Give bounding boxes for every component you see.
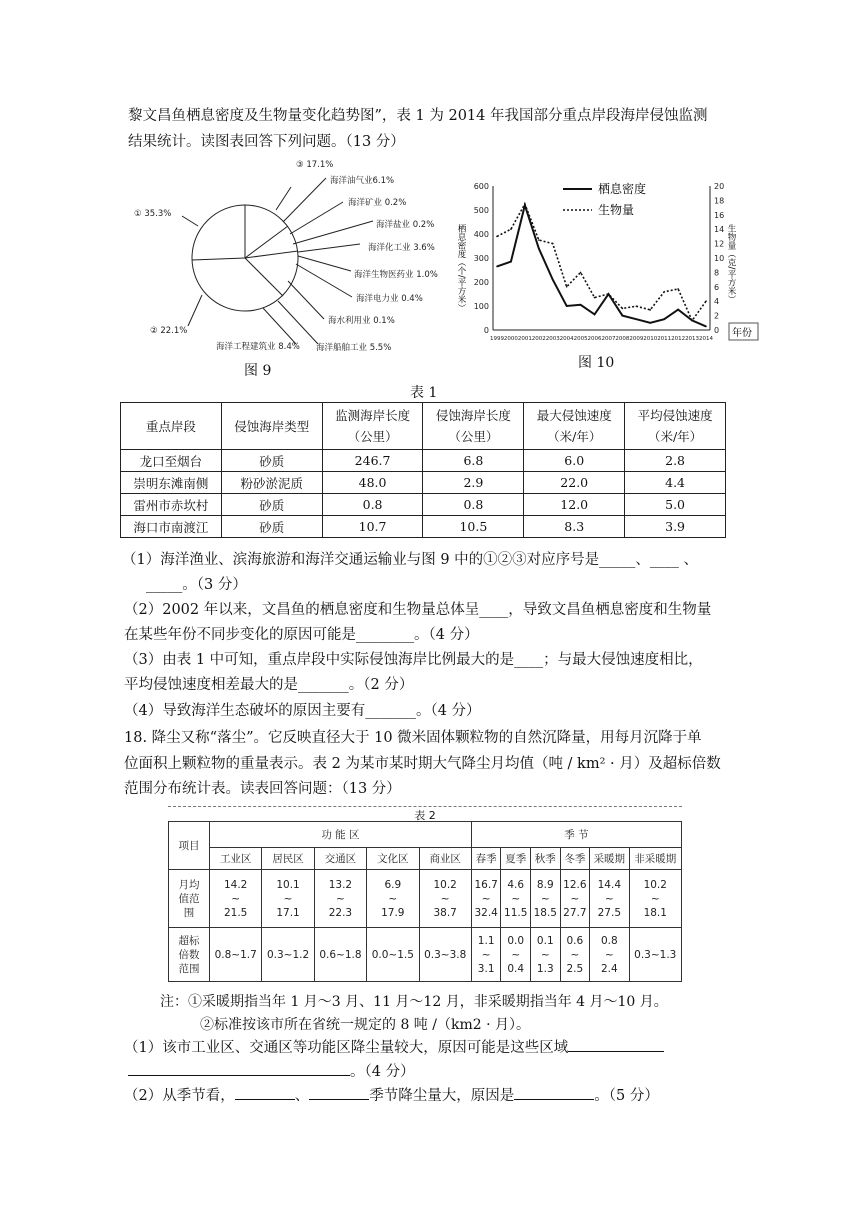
t2-row2-cell: 0.6~1.8 <box>314 928 366 982</box>
sub-question-1a: （1）该市工业区、交通区等功能区降尘量较大，原因可能是这些区域 <box>124 1036 734 1061</box>
t2-col-header: 文化区 <box>367 848 419 870</box>
intro-line-1: 黎文昌鱼栖息密度及生物量变化趋势图”，表 1 为 2014 年我国部分重点岸段海岸侵蚀监测 <box>128 108 708 124</box>
t2-row2-cell: 0.3~1.2 <box>262 928 314 982</box>
biomass-point <box>677 288 679 290</box>
sub-question-1b: 。（4 分） <box>128 1060 738 1085</box>
series-density-line <box>497 205 706 326</box>
t2-col-header: 非采暖期 <box>629 848 681 870</box>
t2-row1-cell: 4.6 ~ 11.5 <box>501 870 531 928</box>
q18-line-3: 范围分布统计表。读表回答问题：（13 分） <box>124 781 401 797</box>
t2-row2-cell: 0.0 ~ 0.4 <box>501 928 531 982</box>
note-2: ②标准按该市所在省统一规定的 8 吨 /（km2 · 月）。 <box>200 1017 530 1033</box>
x-tick-label: 2003 <box>545 336 560 342</box>
t2-group-function: 功 能 区 <box>210 822 472 848</box>
t2-col-header: 冬季 <box>560 848 590 870</box>
t2-row1-cell: 10.1 ~ 17.1 <box>262 870 314 928</box>
question-4: （4）导致海洋生态破坏的原因主要有_______。（4 分） <box>124 703 481 719</box>
density-point <box>496 266 498 268</box>
biomass-point <box>663 291 665 293</box>
y-right-tick-label: 2 <box>714 311 720 321</box>
intro-line-2: 结果统计。读图表回答下列问题。（13 分） <box>128 134 405 150</box>
t2-col-header: 采暖期 <box>590 848 629 870</box>
ylabel-left: 栖息密度（个/平方米） <box>456 224 466 312</box>
x-tick-label: 2005 <box>573 336 588 342</box>
density-point <box>705 326 707 328</box>
pie-label-chem: 海洋化工业 3.6% <box>368 243 435 253</box>
table-1-title: 表 1 <box>410 385 438 401</box>
table-1 <box>120 402 726 538</box>
y-left-tick-label: 200 <box>473 278 489 287</box>
y-left-tick-label: 400 <box>473 230 489 239</box>
biomass-point <box>636 305 638 307</box>
sub-question-2: （2）从季节看， 、 季节降尘量大，原因是 。（5 分） <box>124 1084 734 1109</box>
t2-row2-cell: 1.1 ~ 3.1 <box>471 928 501 982</box>
x-tick-label: 2007 <box>601 336 616 342</box>
table-2-title: 表 2 <box>168 806 682 821</box>
pie-label-bio: 海洋生物医药业 1.0% <box>354 270 438 280</box>
biomass-point <box>608 293 610 295</box>
y-left-tick-label: 0 <box>483 326 489 335</box>
t2-row1-cell: 8.9 ~ 18.5 <box>531 870 561 928</box>
x-tick-label: 2012 <box>671 336 686 342</box>
t2-row2-cell: 0.8~1.7 <box>210 928 262 982</box>
ylabel-right: 生物量（克/平方米） <box>726 224 736 304</box>
table-row: 海口市南渡江 砂质 10.7 10.5 8.3 3.9 <box>121 516 726 538</box>
y-right-tick-label: 18 <box>714 196 725 206</box>
t2-col-header: 交通区 <box>314 848 366 870</box>
question-3a: （3）由表 1 中可知，重点岸段中实际侵蚀海岸比例最大的是____；与最大侵蚀速度相比， <box>124 652 703 668</box>
y-right-tick-label: 20 <box>714 182 725 191</box>
figure-9-caption: 图 9 <box>244 363 272 379</box>
question-1b: _____。（3 分） <box>146 577 247 593</box>
y-left-tick-label: 300 <box>473 254 489 263</box>
t1-h0: 重点岸段 <box>121 403 222 450</box>
table-2-image <box>168 806 682 982</box>
x-tick-label: 2014 <box>699 336 713 342</box>
figure-10-caption: 图 10 <box>578 355 615 371</box>
y-left-tick-label: 500 <box>473 206 489 215</box>
y-right-tick-label: 16 <box>714 210 725 220</box>
t2-col-header: 工业区 <box>210 848 262 870</box>
pie-label-oil: 海洋油气业6.1% <box>330 176 395 186</box>
t2-row1-cell: 14.4 ~ 27.5 <box>590 870 629 928</box>
x-tick-label: 2013 <box>685 336 700 342</box>
t2-col-header: 居民区 <box>262 848 314 870</box>
t2-row2-label: 超标倍数范围 <box>169 928 210 982</box>
t2-col-header: 春季 <box>471 848 501 870</box>
biomass-point <box>622 308 624 310</box>
t2-row1-label: 月均值范围 <box>169 870 210 928</box>
table-row: 雷州市赤坎村 砂质 0.8 0.8 12.0 5.0 <box>121 494 726 516</box>
question-2a: （2）2002 年以来，文昌鱼的栖息密度和生物量总体呈____，导致文昌鱼栖息密度和生物量 <box>124 602 712 618</box>
pie-label-ship: 海洋船舶工业 5.5% <box>316 343 392 353</box>
t2-col-header: 秋季 <box>531 848 561 870</box>
x-unit: 年份 <box>732 328 752 339</box>
biomass-point <box>496 236 498 238</box>
t2-row1-cell: 6.9 ~ 17.9 <box>367 870 419 928</box>
t2-row1-cell: 13.2 ~ 22.3 <box>314 870 366 928</box>
biomass-point <box>594 297 596 299</box>
question-3b: 平均侵蚀速度相差最大的是_______。（2 分） <box>124 677 414 693</box>
table-1-header-row <box>121 403 726 450</box>
t2-row2-cell: 0.8 ~ 2.4 <box>590 928 629 982</box>
density-point <box>649 322 651 324</box>
density-point <box>566 305 568 307</box>
q18-line-2: 位面积上颗粒物的重量表示。表 2 为某市某时期大气降尘月均值（吨 / km² · 月）及超标倍数 <box>124 756 721 772</box>
figure-9-pie <box>128 156 438 361</box>
t2-group-season: 季 节 <box>471 822 681 848</box>
y-right-tick-label: 4 <box>714 297 720 307</box>
density-point <box>677 309 679 311</box>
y-right-tick-label: 10 <box>714 254 725 263</box>
pie-label-power: 海洋电力业 0.4% <box>356 294 423 304</box>
x-tick-label: 2004 <box>559 336 574 342</box>
q18-line-1: 18. 降尘又称“落尘”。它反映直径大于 10 微米固体颗粒物的自然沉降量，用每月沉降于单 <box>124 730 702 746</box>
biomass-point <box>649 309 651 311</box>
biomass-point <box>510 228 512 230</box>
density-point <box>594 314 596 316</box>
figure-10-line-chart <box>455 176 760 348</box>
pie-label-2: ② 22.1% <box>150 326 188 336</box>
pie-label-eng: 海洋工程建筑业 8.4% <box>216 342 300 352</box>
t2-row2-cell: 0.3~1.3 <box>629 928 681 982</box>
density-point <box>552 279 554 281</box>
y-right-tick-label: 0 <box>714 326 720 335</box>
question-2b: 在某些年份不同步变化的原因可能是________。（4 分） <box>124 627 479 643</box>
density-point <box>636 318 638 320</box>
t2-row2-cell: 0.3~3.8 <box>419 928 471 982</box>
t2-row2-cell: 0.0~1.5 <box>367 928 419 982</box>
x-tick-label: 2008 <box>615 336 630 342</box>
biomass-point <box>705 300 707 302</box>
pie-label-mining: 海洋矿业 0.2% <box>348 198 407 208</box>
density-point <box>538 248 540 250</box>
t2-row1-cell: 10.2 ~ 18.1 <box>629 870 681 928</box>
t2-row1-cell: 16.7 ~ 32.4 <box>471 870 501 928</box>
x-tick-label: 2006 <box>587 336 602 342</box>
t2-row1-cell: 12.6 ~ 27.7 <box>560 870 590 928</box>
density-point <box>510 261 512 263</box>
t1-h4: 最大侵蚀速度 （米/年） <box>524 403 625 450</box>
biomass-point <box>580 272 582 274</box>
t2-item: 项目 <box>169 822 210 870</box>
biomass-point <box>566 286 568 288</box>
pie-label-3: ③ 17.1% <box>296 160 334 170</box>
x-tick-label: 2001 <box>517 336 532 342</box>
t2-col-header: 商业区 <box>419 848 471 870</box>
legend-density: 栖息密度 <box>598 182 647 196</box>
biomass-point <box>691 320 693 322</box>
x-tick-label: 2011 <box>657 336 672 342</box>
y-right-tick-label: 14 <box>714 225 725 235</box>
y-right-tick-label: 8 <box>714 268 720 278</box>
t2-row2-cell: 0.6 ~ 2.5 <box>560 928 590 982</box>
t1-h5: 平均侵蚀速度 （米/年） <box>625 403 726 450</box>
biomass-point <box>552 243 554 245</box>
y-left-tick-label: 600 <box>473 182 489 191</box>
y-right-tick-label: 12 <box>714 239 725 249</box>
t2-col-header: 夏季 <box>501 848 531 870</box>
table-2 <box>168 821 682 982</box>
x-tick-label: 2010 <box>643 336 658 342</box>
note-1: 注：①采暖期指当年 1 月～3 月、11 月～12 月，非采暖期指当年 4 月～10 月。 <box>160 994 668 1010</box>
pie-label-salt: 海洋盐业 0.2% <box>376 220 435 230</box>
t1-h2: 监测海岸长度 （公里） <box>322 403 423 450</box>
y-left-tick-label: 100 <box>473 302 489 311</box>
t2-row1-cell: 10.2 ~ 38.7 <box>419 870 471 928</box>
density-point <box>580 304 582 306</box>
x-tick-label: 1999 <box>490 336 504 342</box>
biomass-point <box>538 239 540 241</box>
table-row: 龙口至烟台 砂质 246.7 6.8 6.0 2.8 <box>121 450 726 472</box>
x-tick-label: 2002 <box>531 336 546 342</box>
t2-row1-cell: 14.2 ~ 21.5 <box>210 870 262 928</box>
x-tick-label: 2009 <box>629 336 644 342</box>
table-row: 崇明东滩南侧 粉砂淤泥质 48.0 2.9 22.0 4.4 <box>121 472 726 494</box>
y-right-tick-label: 6 <box>714 282 720 292</box>
legend-biomass: 生物量 <box>598 203 635 217</box>
t1-h1: 侵蚀海岸类型 <box>221 403 322 450</box>
t2-row2-cell: 0.1 ~ 1.3 <box>531 928 561 982</box>
question-1a: （1）海洋渔业、滨海旅游和海洋交通运输业与图 9 中的①②③对应序号是_____、____ 、 <box>122 552 699 568</box>
pie-label-1: ① 35.3% <box>134 209 172 219</box>
pie-label-water: 海水利用业 0.1% <box>328 316 395 326</box>
density-point <box>622 315 624 317</box>
t1-h3: 侵蚀海岸长度 （公里） <box>423 403 524 450</box>
biomass-point <box>524 203 526 205</box>
density-point <box>663 318 665 320</box>
x-tick-label: 2000 <box>503 336 518 342</box>
